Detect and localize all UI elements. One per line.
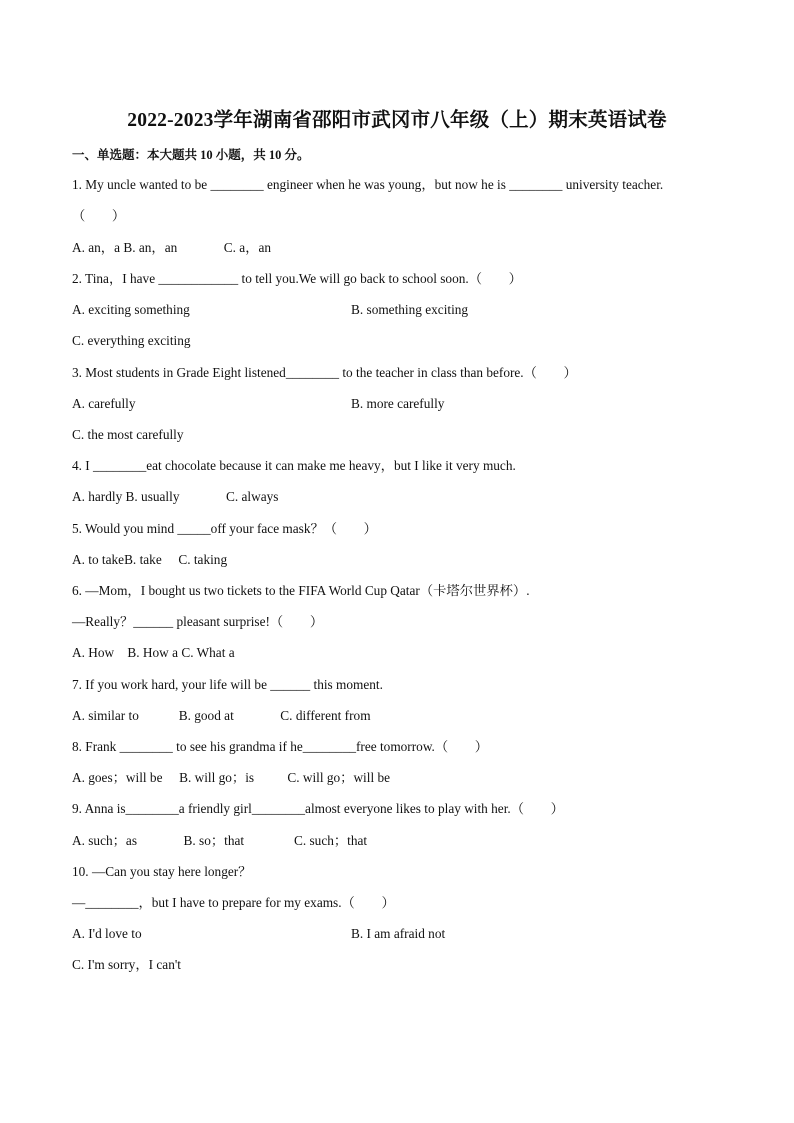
question-line: —________，but I have to prepare for my exams.（ ） bbox=[72, 895, 395, 910]
question-line: —Really？______ pleasant surprise!（ ） bbox=[72, 614, 324, 629]
question-line: 10. —Can you stay here longer？ bbox=[72, 864, 252, 879]
option-b: B. something exciting bbox=[351, 302, 469, 317]
question-line: 1. My uncle wanted to be ________ engineer when he was young，but now he is ________ university teacher. bbox=[72, 177, 664, 192]
option-c: C. I'm sorry，I can't bbox=[72, 957, 181, 972]
section-heading: 一、单选题：本大题共 10 小题，共 10 分。 bbox=[72, 148, 310, 162]
question-line: 2. Tina，I have ____________ to tell you.We will go back to school soon.（ ） bbox=[72, 271, 522, 286]
options-line: A. to takeB. take C. taking bbox=[72, 552, 228, 567]
question-line: 7. If you work hard, your life will be ______ this moment. bbox=[72, 677, 383, 692]
option-a: A. I'd love to bbox=[72, 926, 142, 941]
options-line: A. similar to B. good at C. different from bbox=[72, 708, 371, 723]
options-line: A. goes；will be B. will go；is C. will go；will be bbox=[72, 770, 391, 785]
question-line: 4. I ________eat chocolate because it can make me heavy，but I like it very much. bbox=[72, 458, 516, 473]
page-title: 2022-2023学年湖南省邵阳市武冈市八年级（上）期末英语试卷 bbox=[127, 110, 667, 131]
options-line: A. hardly B. usually C. always bbox=[72, 489, 279, 504]
question-line: 8. Frank ________ to see his grandma if he________free tomorrow.（ ） bbox=[72, 739, 489, 754]
option-a: A. carefully bbox=[72, 396, 136, 411]
question-line: 6. —Mom，I bought us two tickets to the FIFA World Cup Qatar（卡塔尔世界杯）. bbox=[72, 583, 530, 598]
option-c: C. the most carefully bbox=[72, 427, 184, 442]
option-b: B. more carefully bbox=[351, 396, 445, 411]
options-line: A. such；as B. so；that C. such；that bbox=[72, 833, 368, 848]
options-line: A. an，a B. an，an C. a，an bbox=[72, 240, 272, 255]
options-line: A. How B. How a C. What a bbox=[72, 645, 235, 660]
option-c: C. everything exciting bbox=[72, 333, 191, 348]
answer-bracket: （ ） bbox=[72, 208, 126, 223]
option-a: A. exciting something bbox=[72, 302, 190, 317]
option-b: B. I am afraid not bbox=[351, 926, 446, 941]
question-line: 5. Would you mind _____off your face mask？（ ） bbox=[72, 521, 377, 536]
question-line: 9. Anna is________a friendly girl________almost everyone likes to play with her.（ ） bbox=[72, 801, 564, 816]
question-line: 3. Most students in Grade Eight listened________ to the teacher in class than before.（ ） bbox=[72, 365, 577, 380]
